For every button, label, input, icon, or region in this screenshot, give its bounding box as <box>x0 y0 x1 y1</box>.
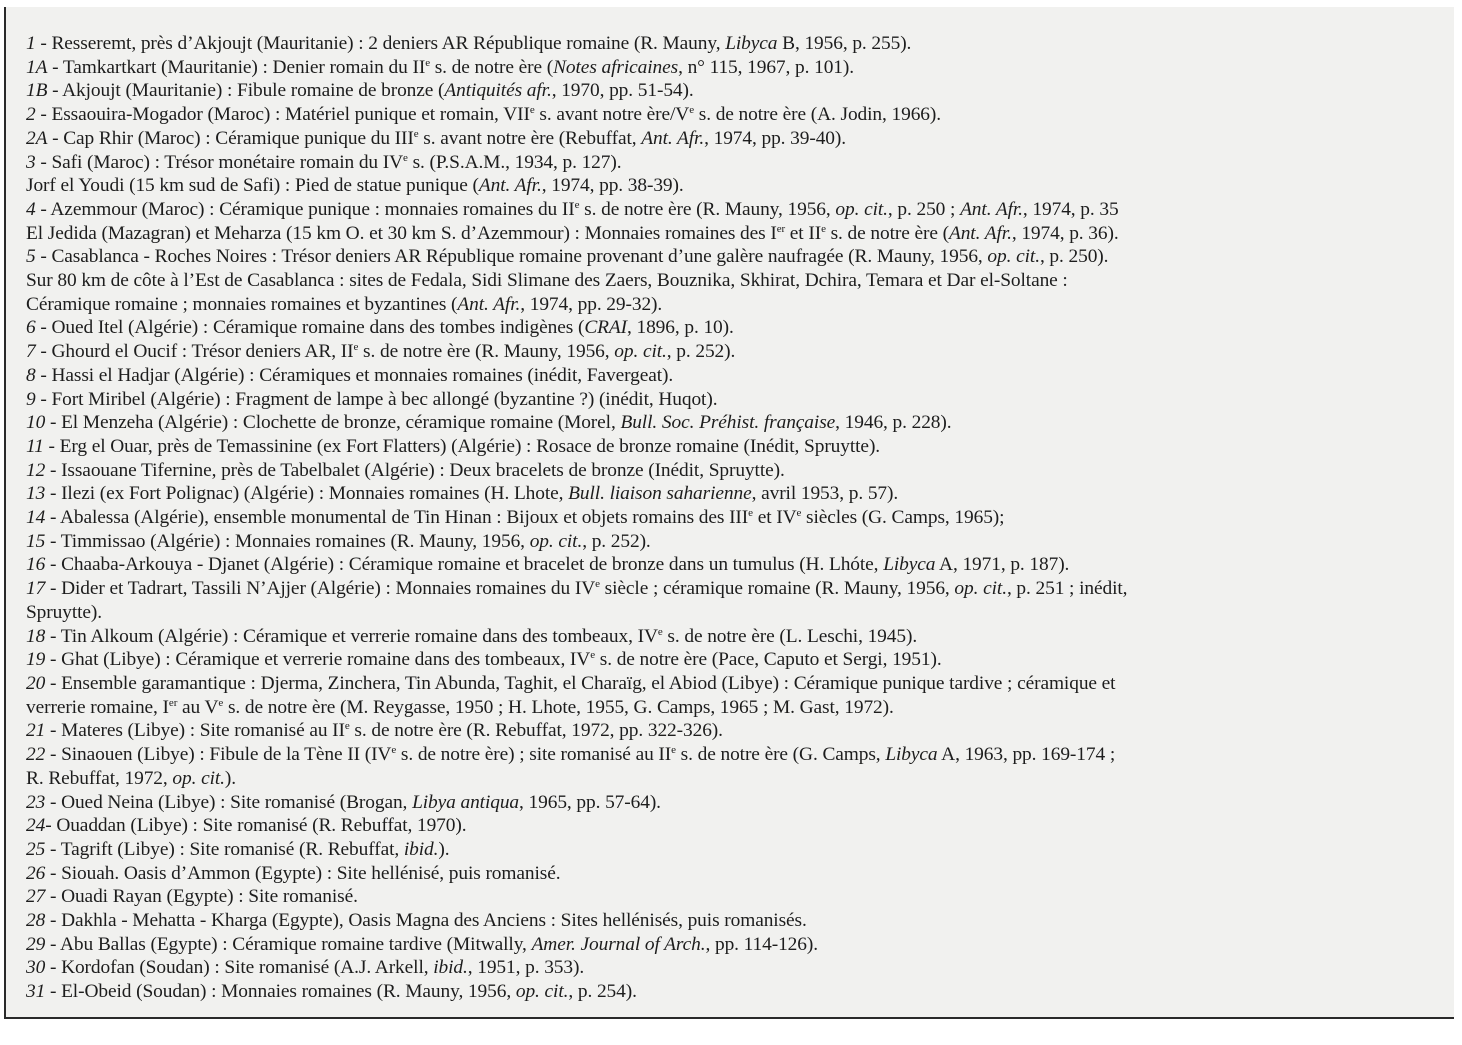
list-item <box>26 648 1462 672</box>
entry-separator: - <box>45 625 61 647</box>
entry-text: Siouah. Oasis d’Ammon (Egypte) : Site hellénisé, puis romanisé. <box>61 862 561 884</box>
superscript: e <box>353 341 359 354</box>
entry-number: 8 <box>26 364 36 386</box>
superscript: er <box>168 696 178 709</box>
list-item <box>26 388 1462 412</box>
list-item <box>26 980 1462 1004</box>
entry-text: Erg el Ouar, près de Temassinine (ex Fort Flatters) (Algérie) : Rosace de bronze romaine (Inédit, Spruytte). <box>59 435 881 457</box>
entry-text: Casablanca - Roches Noires : Trésor deniers AR République romaine provenant d’une galère naufragée (R. Mauny, 1956, <box>51 246 988 268</box>
entry-text: R. Rebuffat, 1972, <box>26 767 173 789</box>
entry-text: Céramique romaine ; monnaies romaines et byzantines ( <box>26 293 458 315</box>
entry-text: , 1974, pp. 39-40). <box>704 127 847 149</box>
entry-text: Tin Alkoum (Algérie) : Céramique et verrerie romaine dans des tombeaux, IV <box>60 625 658 647</box>
entry-text: Ghat (Libye) : Céramique et verrerie romaine dans des tombeaux, IV <box>61 649 591 671</box>
entry-number: 29 <box>26 933 46 955</box>
entry-text: s. de notre ère (R. Mauny, 1956, <box>579 198 836 220</box>
list-item <box>26 79 1462 103</box>
entry-text: , 1946, p. 228). <box>835 412 952 434</box>
entry-number: 17 <box>26 578 46 600</box>
entry-text: Resseremt, près d’Akjoujt (Mauritanie) : 2 deniers AR République romaine (R. Mauny, <box>51 33 726 54</box>
entry-separator: - <box>45 981 62 1003</box>
list-item <box>26 316 1462 340</box>
italic-reference: Bull. Soc. Préhist. française <box>620 412 836 434</box>
list-item <box>26 743 1462 767</box>
entry-text: B, 1956, p. 255). <box>777 33 912 54</box>
italic-reference: op. cit. <box>987 246 1040 268</box>
entry-separator: - <box>45 459 62 481</box>
entry-text: s. de notre ère (M. Reygasse, 1950 ; H. Lhote, 1955, G. Camps, 1965 ; M. Gast, 1972). <box>223 696 894 718</box>
superscript: e <box>529 104 535 117</box>
italic-reference: Ant. Afr. <box>457 293 521 315</box>
entry-text: s. de notre ère (Pace, Caputo et Sergi, 1951). <box>595 649 942 671</box>
entry-text: , p. 250 ; <box>887 198 961 220</box>
entry-text: , p. 251 ; inédit, <box>1006 578 1128 600</box>
italic-reference: op. cit. <box>835 198 888 220</box>
italic-reference: Libyca <box>885 744 938 766</box>
list-item <box>26 174 1462 198</box>
entry-text: Ghourd el Oucif : Trésor deniers AR, II <box>51 341 354 363</box>
entry-text: Sur 80 km de côte à l’Est de Casablanca : sites de Fedala, Sidi Slimane des Zaers, Bouznika, Skhirat, Dchira, Temara et Dar el-Soltane : <box>26 270 1068 292</box>
entry-text: s. de notre ère ( <box>825 222 949 244</box>
entry-separator: - <box>45 483 62 505</box>
entry-text: El Menzeha (Algérie) : Clochette de bronze, céramique romaine (Morel, <box>61 412 621 434</box>
entry-text: siècle ; céramique romaine (R. Mauny, 1956, <box>599 578 955 600</box>
italic-reference: Antiquités afr. <box>444 80 552 102</box>
entry-text: siècles (G. Camps, 1965); <box>801 507 1005 529</box>
superscript: e <box>344 720 350 733</box>
entry-text: Ilezi (ex Fort Polignac) (Algérie) : Monnaies romaines (H. Lhote, <box>61 483 569 505</box>
entry-text: Chaaba-Arkouya - Djanet (Algérie) : Céramique romaine et bracelet de bronze dans un tumulus (H. Lhóte, <box>61 554 884 576</box>
entry-separator: - <box>35 198 51 220</box>
entry-number: 1 <box>26 33 36 54</box>
entry-number: 13 <box>26 483 46 505</box>
entry-number: 15 <box>26 530 46 552</box>
entry-text: , n° 115, 1967, p. 101). <box>678 56 854 78</box>
entry-text: Dider et Tadrart, Tassili N’Ajjer (Algérie) : Monnaies romaines du IV <box>61 578 596 600</box>
entry-separator: - <box>45 791 62 813</box>
entry-text: s. de notre ère ( <box>429 56 554 78</box>
entry-separator: - <box>45 649 62 671</box>
entry-number: 21 <box>26 720 46 742</box>
entry-separator: - <box>35 341 52 363</box>
list-item <box>26 909 1462 933</box>
entry-separator: - <box>45 554 62 576</box>
entry-number: 28 <box>26 910 46 932</box>
entry-number: 20 <box>26 672 46 694</box>
entry-separator: - <box>47 80 63 102</box>
superscript: er <box>776 222 786 235</box>
entry-separator: - <box>45 578 62 600</box>
entry-number: 9 <box>26 388 36 410</box>
entry-text: Azemmour (Maroc) : Céramique punique : monnaies romaines du II <box>50 198 575 220</box>
entry-text: verrerie romaine, I <box>26 696 169 718</box>
entry-separator: - <box>45 412 62 434</box>
superscript: e <box>748 507 753 520</box>
entry-text: Ouaddan (Libye) : Site romanisé (R. Rebuffat, 1970). <box>56 815 467 837</box>
entry-number: 5 <box>26 246 36 268</box>
entry-number: 12 <box>26 459 46 481</box>
entry-number: 7 <box>26 341 36 363</box>
entry-number: 14 <box>26 507 46 529</box>
italic-reference: op. cit. <box>529 530 583 552</box>
entry-text: s. avant notre ère/V <box>534 104 690 126</box>
superscript: e <box>425 56 430 69</box>
list-item <box>26 56 1462 80</box>
entry-text: Fort Miribel (Algérie) : Fragment de lampe à bec allongé (byzantine ?) (inédit, Huqot). <box>51 388 718 410</box>
entry-number: 19 <box>26 649 46 671</box>
italic-reference: Ant. Afr. <box>641 127 705 149</box>
entry-text: Dakhla - Mehatta - Kharga (Egypte), Oasis Magna des Anciens : Sites hellénisés, puis romanisés. <box>61 910 807 932</box>
entry-text: s. avant notre ère (Rebuffat, <box>418 127 642 149</box>
entry-text: El Jedida (Mazagran) et Meharza (15 km O. et 30 km S. d’Azemmour) : Monnaies romaines des I <box>26 222 777 244</box>
entry-text: et II <box>785 222 822 244</box>
entry-separator: - <box>45 720 62 742</box>
list-item <box>26 696 1462 720</box>
entry-text: Hassi el Hadjar (Algérie) : Céramiques et monnaies romaines (inédit, Favergeat). <box>51 364 674 386</box>
entry-text: , p. 250). <box>1039 246 1109 268</box>
entry-text: , 1970, pp. 51-54). <box>551 80 694 102</box>
superscript: e <box>821 222 826 235</box>
entry-number: 10 <box>26 412 46 434</box>
entry-text: , 1965, pp. 57-64). <box>519 791 661 813</box>
list-item <box>26 791 1462 815</box>
entry-text: A, 1963, pp. 169-174 ; <box>937 744 1116 766</box>
entry-text: Safi (Maroc) : Trésor monétaire romain du IV <box>51 151 404 173</box>
site-list <box>26 32 1462 1004</box>
entry-separator: - <box>35 104 52 126</box>
list-item <box>26 625 1462 649</box>
italic-reference: op. cit. <box>954 578 1007 600</box>
entry-separator: - <box>45 530 61 552</box>
entry-text: Timmissao (Algérie) : Monnaies romaines (R. Mauny, 1956, <box>60 530 530 552</box>
entry-text: Ensemble garamantique : Djerma, Zinchera, Tin Abunda, Taghit, el Charaïg, el Abiod (Libye) : Céramique punique tardive ; céramique et <box>61 672 1116 694</box>
entry-number: 3 <box>26 151 36 173</box>
list-item <box>26 530 1462 554</box>
entry-text: s. de notre ère (L. Leschi, 1945). <box>662 625 918 647</box>
entry-text: , 1974, p. 35 <box>1022 198 1119 220</box>
entry-separator: - <box>45 933 60 955</box>
text-frame <box>4 7 1454 1019</box>
entry-number: 6 <box>26 317 36 339</box>
list-item <box>26 435 1462 459</box>
entry-text: s. de notre ère) ; site romanisé au II <box>396 744 672 766</box>
entry-separator: - <box>35 246 52 268</box>
entry-text: et IV <box>752 507 797 529</box>
list-item <box>26 956 1462 980</box>
entry-text: , 1896, p. 10). <box>627 317 734 339</box>
superscript: e <box>218 696 224 709</box>
entry-separator: - <box>35 151 52 173</box>
list-item <box>26 482 1462 506</box>
entry-separator: - <box>45 957 62 979</box>
entry-separator: - <box>35 388 52 410</box>
entry-separator: - <box>45 744 62 766</box>
entry-separator: - <box>43 435 60 457</box>
list-item <box>26 151 1462 175</box>
superscript: e <box>413 127 419 140</box>
entry-number: 31 <box>26 981 46 1003</box>
entry-text: , 1974, pp. 38-39). <box>541 175 684 197</box>
entry-separator: - <box>47 56 63 78</box>
entry-text: Essaouira-Mogador (Maroc) : Matériel punique et romain, VII <box>51 104 530 126</box>
list-item <box>26 577 1462 601</box>
italic-reference: Libyca <box>883 554 936 576</box>
list-item <box>26 127 1462 151</box>
entry-number: 25 <box>26 838 46 860</box>
italic-reference: ibid. <box>403 838 439 860</box>
list-item <box>26 814 1462 838</box>
entry-text: El-Obeid (Soudan) : Monnaies romaines (R. Mauny, 1956, <box>61 981 516 1003</box>
list-item <box>26 222 1462 246</box>
entry-number: 18 <box>26 625 46 647</box>
entry-number: 2 <box>26 104 36 126</box>
entry-text: s. de notre ère (R. Mauny, 1956, <box>358 341 615 363</box>
entry-text: s. (P.S.A.M., 1934, p. 127). <box>407 151 622 173</box>
entry-text: au V <box>177 696 219 718</box>
entry-separator: - <box>47 127 64 149</box>
italic-reference: CRAI <box>584 317 627 339</box>
entry-number: 26 <box>26 862 46 884</box>
entry-text: , 1974, p. 36). <box>1011 222 1119 244</box>
superscript: e <box>590 649 595 662</box>
entry-text: Abu Ballas (Egypte) : Céramique romaine tardive (Mitwally, <box>60 933 532 955</box>
entry-separator: - <box>45 838 61 860</box>
italic-reference: Libya antiqua <box>412 791 520 813</box>
list-item <box>26 32 1462 56</box>
entry-separator: - <box>35 317 52 339</box>
list-item <box>26 885 1462 909</box>
entry-text: , p. 254). <box>568 981 637 1003</box>
entry-text: , pp. 114-126). <box>705 933 818 955</box>
superscript: e <box>574 198 580 211</box>
entry-text: Ouadi Rayan (Egypte) : Site romanisé. <box>61 886 358 908</box>
list-item <box>26 933 1462 957</box>
entry-number: 1A <box>26 56 48 78</box>
entry-number: 24 <box>26 815 46 837</box>
entry-text: s. de notre ère (G. Camps, <box>675 744 886 766</box>
entry-text: , 1974, pp. 29-32). <box>520 293 663 315</box>
entry-separator: - <box>45 862 62 884</box>
entry-text: A, 1971, p. 187). <box>935 554 1070 576</box>
list-item <box>26 862 1462 886</box>
list-item <box>26 767 1462 791</box>
superscript: e <box>689 104 694 117</box>
entry-text: s. de notre ère (A. Jodin, 1966). <box>694 104 942 126</box>
entry-number: 1B <box>26 80 48 102</box>
italic-reference: Ant. Afr. <box>960 198 1023 220</box>
entry-text: Oued Itel (Algérie) : Céramique romaine dans des tombes indigènes ( <box>51 317 585 339</box>
superscript: e <box>595 578 600 591</box>
entry-text: Cap Rhir (Maroc) : Céramique punique du III <box>63 127 414 149</box>
entry-text: Tagrift (Libye) : Site romanisé (R. Rebuffat, <box>60 838 404 860</box>
italic-reference: Bull. liaison saharienne <box>568 483 752 505</box>
list-item <box>26 553 1462 577</box>
italic-reference: op. cit. <box>614 341 667 363</box>
entry-number: 2A <box>26 127 48 149</box>
entry-text: Tamkartkart (Mauritanie) : Denier romain du II <box>62 56 426 78</box>
superscript: e <box>403 151 408 164</box>
list-item <box>26 601 1462 625</box>
entry-number: 11 <box>26 435 44 457</box>
superscript: e <box>657 625 663 638</box>
entry-text: Jorf el Youdi (15 km sud de Safi) : Pied de statue punique ( <box>26 175 479 197</box>
entry-text: Kordofan (Soudan) : Site romanisé (A.J. Arkell, <box>61 957 434 979</box>
entry-text: , 1951, p. 353). <box>467 957 585 979</box>
entry-separator: - <box>45 815 57 837</box>
entry-number: 23 <box>26 791 46 813</box>
list-item <box>26 103 1462 127</box>
entry-text: , p. 252). <box>582 530 651 552</box>
list-item <box>26 672 1462 696</box>
entry-text: Oued Neina (Libye) : Site romanisé (Brogan, <box>61 791 413 813</box>
list-item <box>26 459 1462 483</box>
entry-text: Spruytte). <box>26 601 103 623</box>
superscript: e <box>671 744 676 757</box>
superscript: e <box>391 744 397 757</box>
italic-reference: Ant. Afr. <box>948 222 1012 244</box>
entry-text: Abalessa (Algérie), ensemble monumental de Tin Hinan : Bijoux et objets romains des III <box>60 507 749 529</box>
list-item <box>26 245 1462 269</box>
entry-separator: - <box>45 507 60 529</box>
list-item <box>26 506 1462 530</box>
italic-reference: ibid. <box>433 957 468 979</box>
list-item <box>26 838 1462 862</box>
italic-reference: Notes africaines <box>553 56 679 78</box>
list-item <box>26 719 1462 743</box>
italic-reference: op. cit. <box>515 981 569 1003</box>
entry-text: Akjoujt (Mauritanie) : Fibule romaine de bronze ( <box>62 80 445 102</box>
list-item <box>26 364 1462 388</box>
italic-reference: op. cit. <box>172 767 225 789</box>
entry-text: , avril 1953, p. 57). <box>751 483 899 505</box>
entry-text: ). <box>224 767 237 789</box>
entry-text: ). <box>438 838 450 860</box>
entry-text: , p. 252). <box>666 341 736 363</box>
entry-separator: - <box>45 910 62 932</box>
entry-number: 30 <box>26 957 46 979</box>
list-item <box>26 269 1462 293</box>
entry-separator: - <box>45 672 62 694</box>
entry-number: 16 <box>26 554 46 576</box>
entry-text: s. de notre ère (R. Rebuffat, 1972, pp. 322-326). <box>349 720 723 742</box>
list-item <box>26 293 1462 317</box>
list-item <box>26 411 1462 435</box>
list-item <box>26 340 1462 364</box>
list-item <box>26 198 1462 222</box>
entry-text: Sinaouen (Libye) : Fibule de la Tène II (IV <box>61 744 392 766</box>
italic-reference: Libyca <box>725 33 778 54</box>
entry-number: 27 <box>26 886 46 908</box>
entry-number: 4 <box>26 198 36 220</box>
entry-separator: - <box>35 364 52 386</box>
entry-text: Materes (Libye) : Site romanisé au II <box>61 720 345 742</box>
entry-separator: - <box>45 886 62 908</box>
entry-separator: - <box>35 33 52 54</box>
entry-text: Issaouane Tifernine, près de Tabelbalet (Algérie) : Deux bracelets de bronze (Inédit, Spruytte). <box>61 459 785 481</box>
italic-reference: Ant. Afr. <box>478 175 542 197</box>
entry-number: 22 <box>26 744 46 766</box>
italic-reference: Amer. Journal of Arch. <box>531 933 706 955</box>
superscript: e <box>796 507 802 520</box>
